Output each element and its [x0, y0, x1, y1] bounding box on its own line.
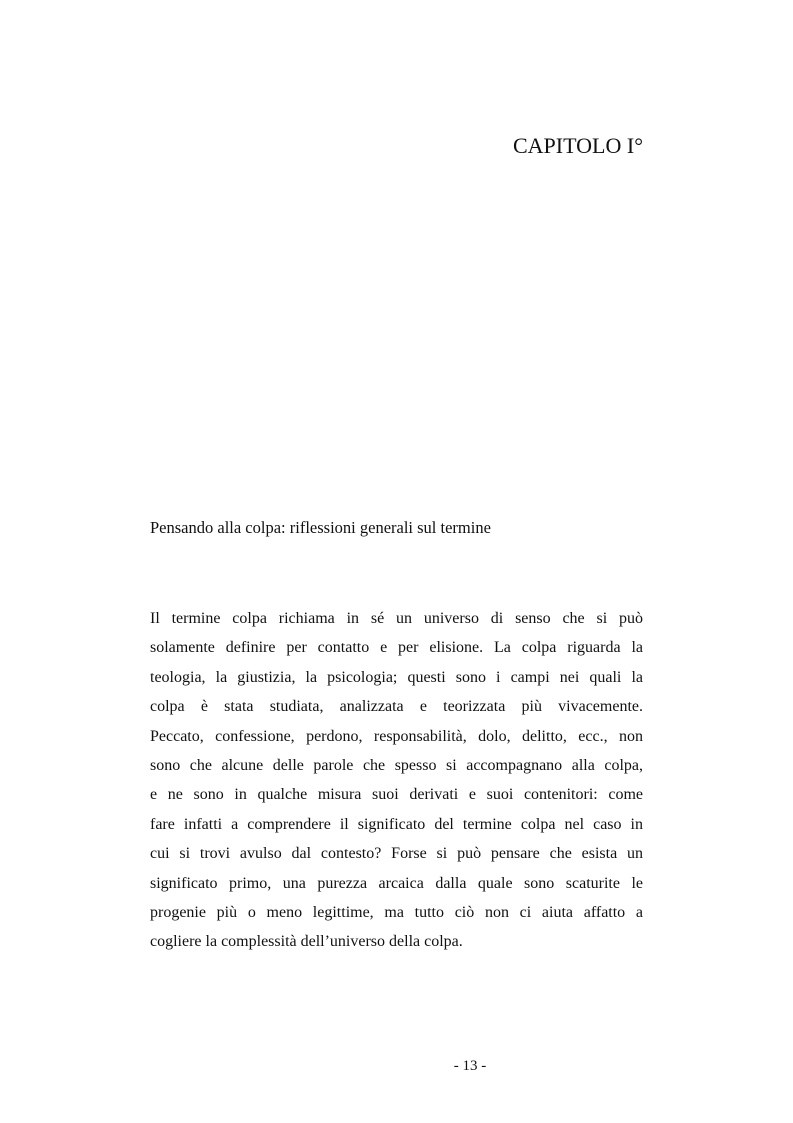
paragraph-line: fare infatti a comprendere il significato del termine colpa nel caso in [150, 815, 643, 833]
paragraph-line: Il termine colpa richiama in sé un universo di senso che si può [150, 610, 643, 627]
page-number: - 13 - [453, 1058, 487, 1074]
section-heading: Pensando alla colpa: riflessioni generali sul termine [150, 518, 491, 537]
paragraph-line: significato primo, una purezza arcaica dalla quale sono scaturite le [150, 874, 643, 892]
paragraph-line: solamente definire per contatto e per elisione. La colpa riguarda la [150, 639, 643, 657]
body-paragraph [150, 604, 643, 957]
paragraph-line: teologia, la giustizia, la psicologia; questi sono i campi nei quali la [150, 668, 643, 686]
paragraph-line: e ne sono in qualche misura suoi derivati e suoi contenitori: come [150, 786, 643, 804]
paragraph-line: colpa è stata studiata, analizzata e teorizzata più vivacemente. [150, 698, 643, 716]
paragraph-line: progenie più o meno legittime, ma tutto ciò non ci aiuta affatto a [150, 903, 643, 921]
paragraph-line: cui si trovi avulso dal contesto? Forse si può pensare che esista un [150, 845, 643, 863]
chapter-title: CAPITOLO I° [512, 133, 643, 158]
paragraph-line: sono che alcune delle parole che spesso si accompagnano alla colpa, [150, 756, 643, 774]
paragraph-line: Peccato, confessione, perdono, responsabilità, dolo, delitto, ecc., non [150, 727, 643, 745]
paragraph-line: cogliere la complessità dell’universo della colpa. [150, 933, 463, 951]
